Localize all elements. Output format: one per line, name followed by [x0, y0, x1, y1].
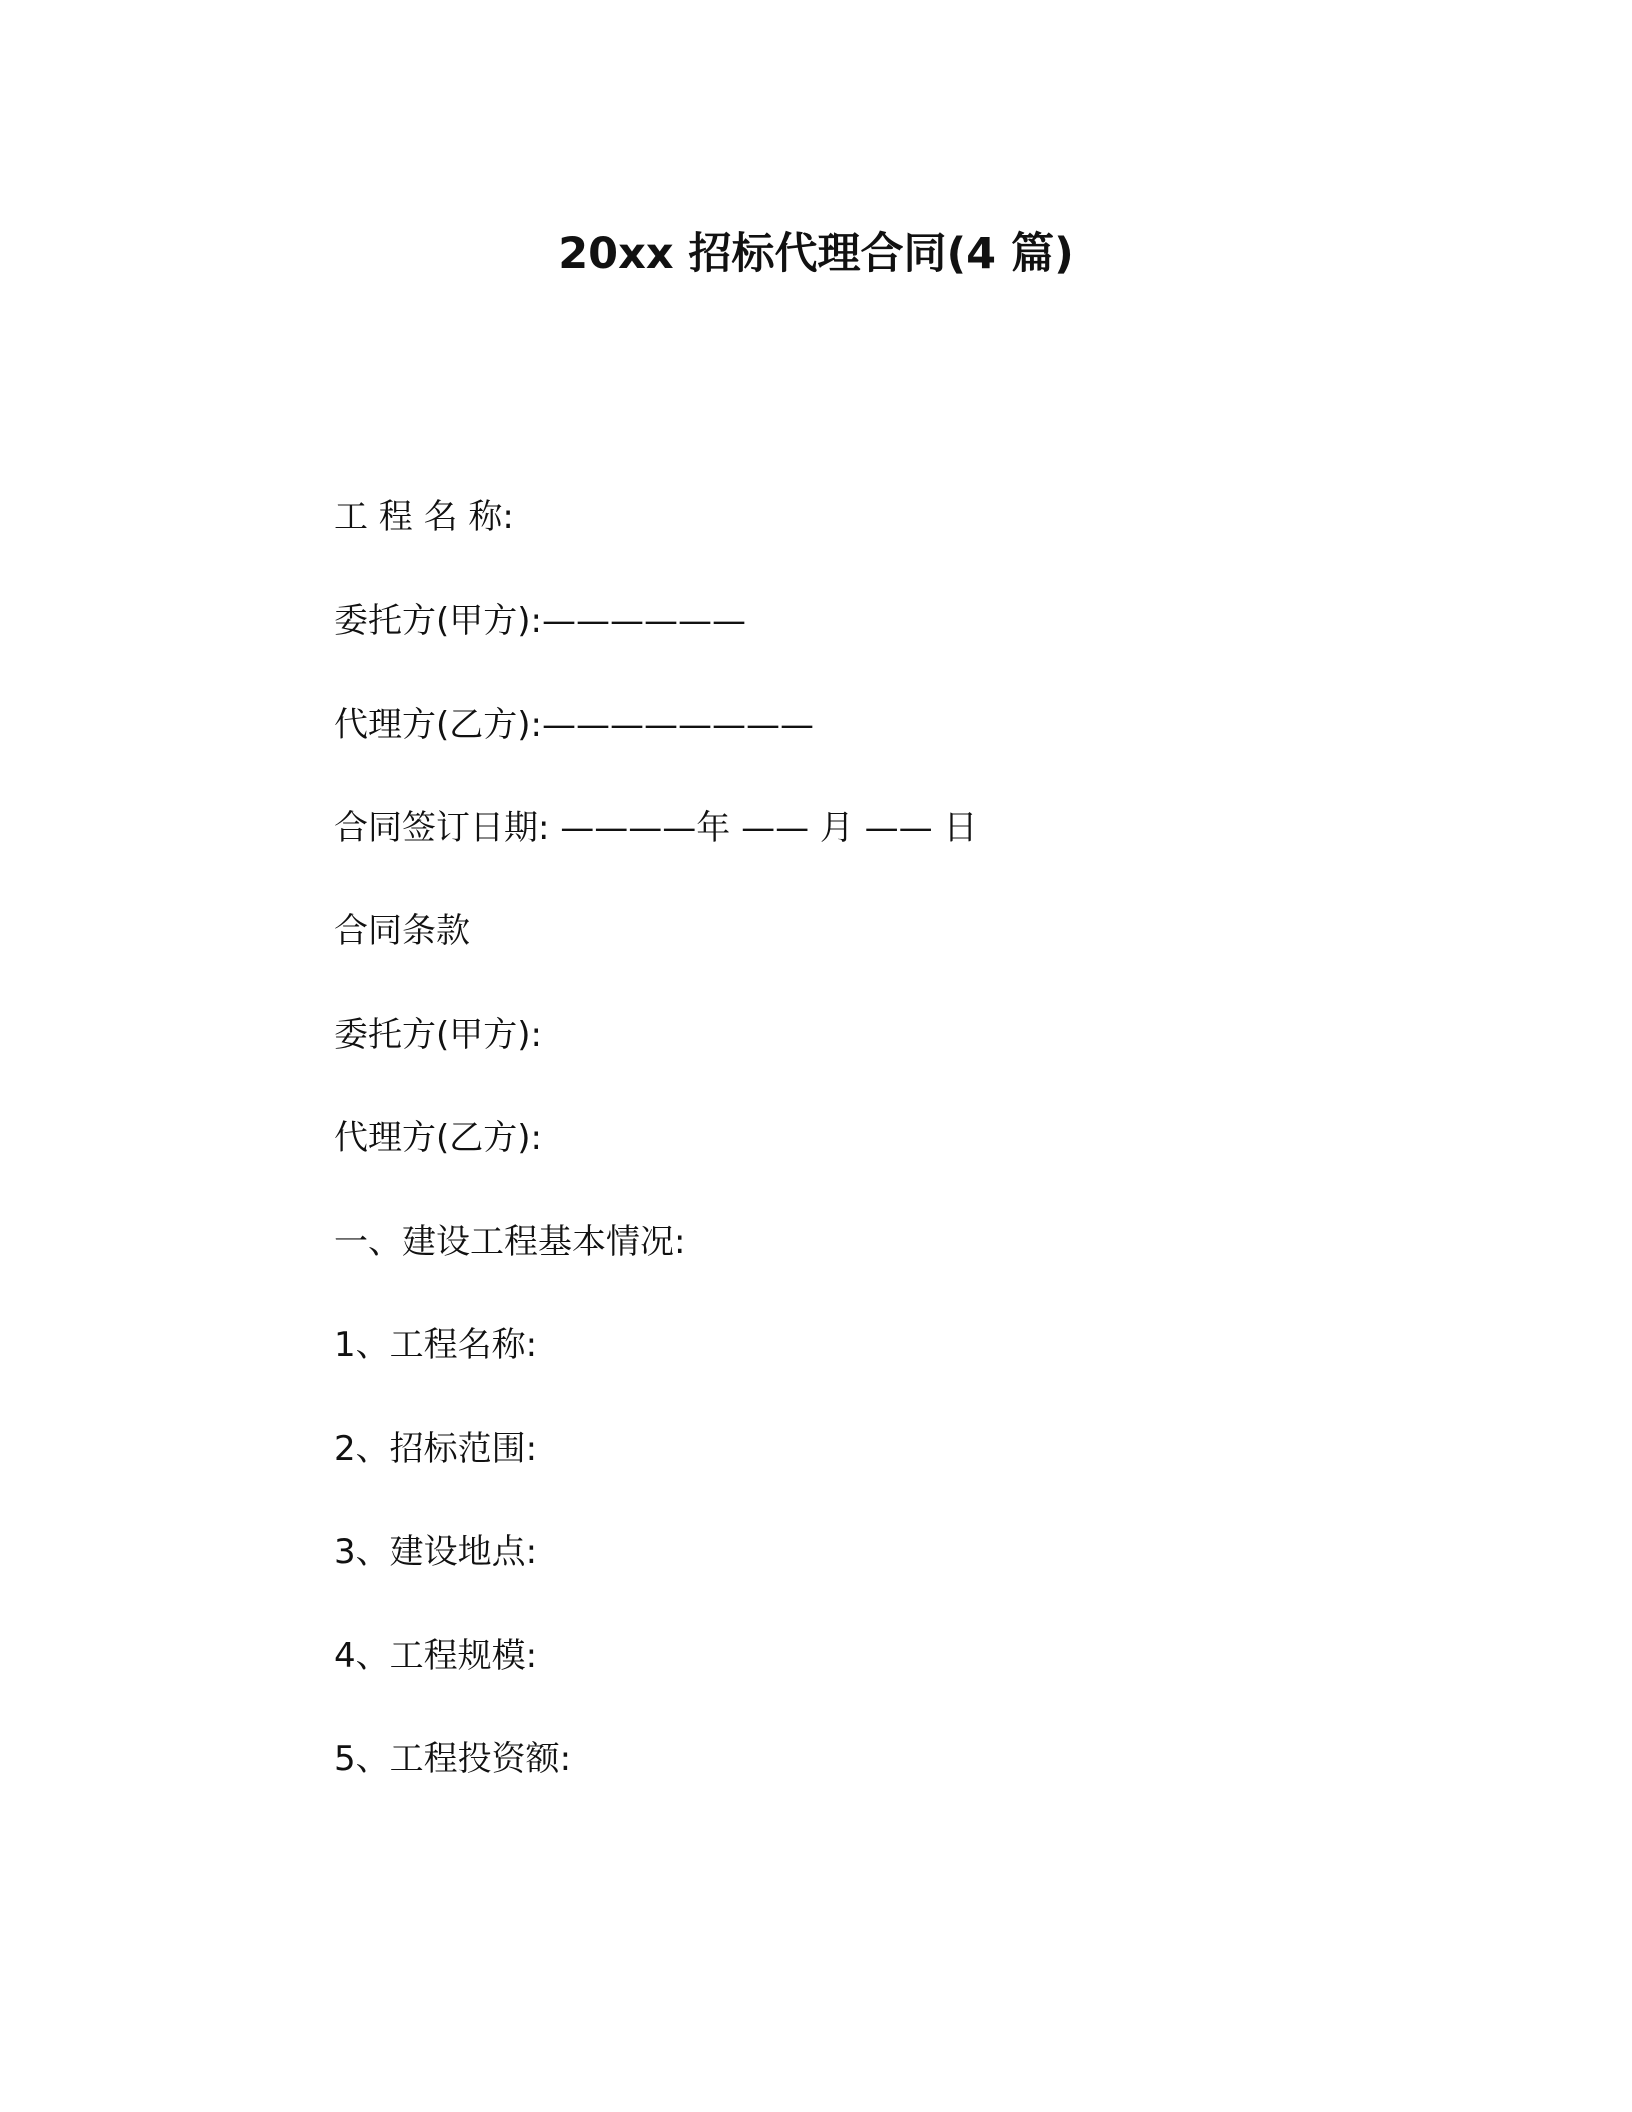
item-project-scale: 4、工程规模: — [334, 1636, 538, 1676]
contract-terms-heading: 合同条款 — [334, 911, 470, 951]
item-project-name: 1、工程名称: — [334, 1325, 538, 1365]
item-investment-amount: 5、工程投资额: — [334, 1739, 572, 1779]
agent-party-line: 代理方(乙方):———————— — [334, 705, 814, 745]
item-construction-site: 3、建设地点: — [334, 1532, 538, 1572]
item-tender-scope: 2、招标范围: — [334, 1429, 538, 1469]
client-party-terms-line: 委托方(甲方): — [334, 1015, 542, 1055]
client-party-line: 委托方(甲方):—————— — [334, 601, 746, 641]
agent-party-terms-line: 代理方(乙方): — [334, 1118, 542, 1158]
section-basic-info-heading: 一、建设工程基本情况: — [334, 1222, 686, 1262]
document-title: 20xx 招标代理合同(4 篇) — [558, 229, 1074, 279]
project-name-line: 工 程 名 称: — [334, 497, 514, 537]
signing-date-line: 合同签订日期: ————年 —— 月 —— 日 — [334, 808, 978, 848]
